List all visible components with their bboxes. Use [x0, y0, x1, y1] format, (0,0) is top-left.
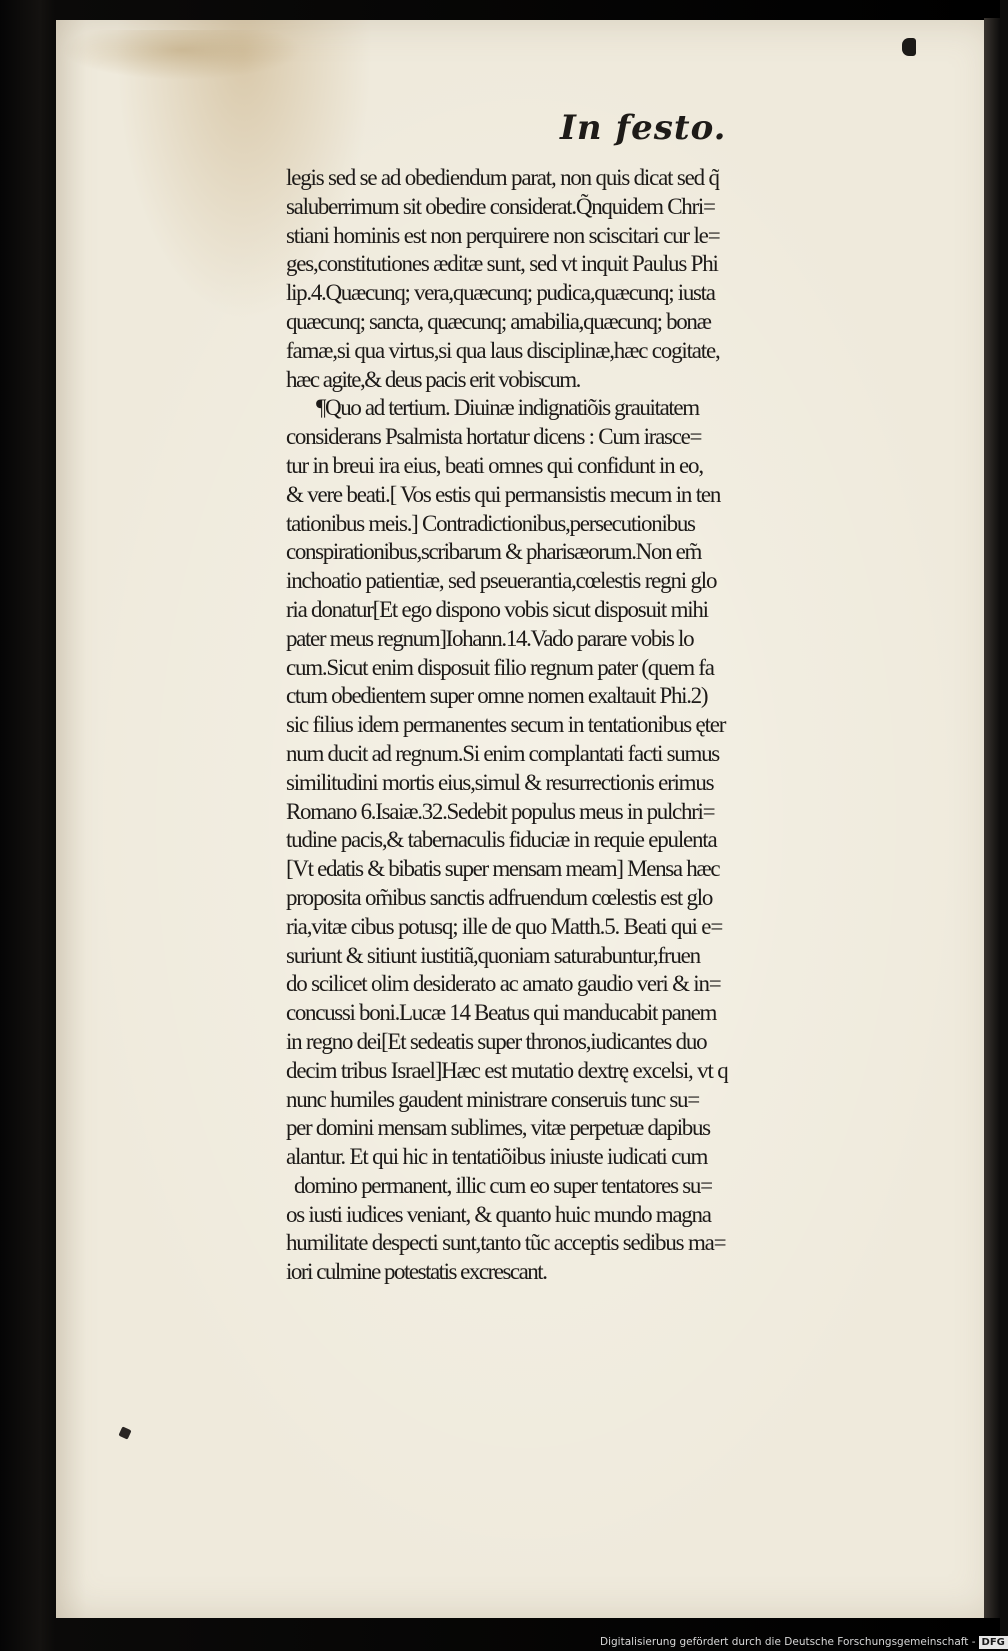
text-line: num ducit ad regnum.Si enim complantati facti sumus [286, 740, 719, 766]
text-line: hæc agite,& deus pacis erit vobiscum. [286, 366, 580, 392]
text-line: saluberrimum sit obedire considerat.Q̃nquidem Chri= [286, 193, 715, 219]
credit-text: Digitalisierung gefördert durch die Deutsche Forschungsgemeinschaft - [600, 1636, 976, 1648]
text-line: inchoatio patientiæ, sed pseuerantia,cœlestis regni glo [286, 568, 717, 594]
text-line: domino permanent, illic cum eo super tentatores su= [294, 1172, 712, 1198]
paper-stain [62, 30, 302, 80]
text-line: humilitate despecti sunt,tanto tũc acceptis sedibus ma= [286, 1230, 726, 1256]
text-line: do scilicet olim desiderato ac amato gaudio veri & in= [286, 971, 721, 997]
text-line: pater meus regnum]Iohann.14.Vado parare vobis lo [286, 625, 694, 651]
text-line: iori culmine potestatis excrescant. [286, 1259, 547, 1285]
text-line: os iusti iudices veniant, & quanto huic mundo magna [286, 1201, 711, 1227]
text-line: stiani hominis est non perquirere non sciscitari cur le= [286, 222, 720, 248]
text-line: nunc humiles gaudent ministrare conseruis tunc su= [286, 1086, 699, 1112]
text-line: tur in breui ira eius, beati omnes qui confidunt in eo, [286, 452, 703, 478]
text-line: alantur. Et qui hic in tentatiõibus iniuste iudicati cum [286, 1144, 708, 1170]
digitization-credit [600, 1634, 1005, 1651]
text-line: considerans Psalmista hortatur dicens : Cum irasce= [286, 424, 702, 450]
text-line: proposita om̃ibus sanctis adfruendum cœlestis est glo [286, 884, 713, 910]
text-line: quæcunq; sancta, quæcunq; amabilia,quæcunq; bonæ [286, 308, 711, 334]
text-line: & vere beati.[ Vos estis qui permansistis mecum in ten [286, 481, 721, 507]
text-line: ges,constitutiones æditæ sunt, sed vt inquit Paulus Phi [286, 251, 718, 277]
text-line: famæ,si qua virtus,si qua laus disciplinæ,hæc cogitate, [286, 337, 720, 363]
text-line: [Vt edatis & bibatis super mensam meam] Mensa hæc [286, 856, 720, 882]
ink-blot-mark [902, 38, 916, 56]
text-line: Romano 6.Isaiæ.32.Sedebit populus meus in pulchri= [286, 798, 715, 824]
dfg-logo-badge: DFG [979, 1636, 1008, 1649]
running-head: In festo. [560, 108, 727, 148]
text-line: lip.4.Quæcunq; vera,quæcunq; pudica,quæcunq; iusta [286, 280, 715, 306]
page-edge [984, 18, 1000, 1618]
text-line: sic filius idem permanentes secum in tentationibus ęter [286, 712, 726, 738]
text-line: concussi boni.Lucæ 14 Beatus qui manducabit panem [286, 1000, 717, 1026]
text-line: tationibus meis.] Contradictionibus,persecutionibus [286, 510, 695, 536]
text-line: suriunt & sitiunt iustitiã,quoniam saturabuntur,fruen [286, 942, 700, 968]
text-line: per domini mensam sublimes, vitæ perpetuæ dapibus [286, 1115, 710, 1141]
text-line: tudine pacis,& tabernaculis fiduciæ in requie epulenta [286, 827, 717, 853]
text-line: legis sed se ad obediendum parat, non quis dicat sed q̃ [286, 165, 719, 190]
text-line: ria,vitæ cibus potusq; ille de quo Matth.5. Beati qui e= [286, 913, 723, 939]
text-line: conspirationibus,scribarum & pharisæorum.Non em̃ [286, 539, 702, 565]
text-line: decim tribus Israel]Hæc est mutatio dextrę excelsi, vt q [286, 1057, 728, 1083]
text-line: ¶Quo ad tertium. Diuinæ indignatiõis grauitatem [316, 395, 699, 421]
text-line: ria donatur[Et ego dispono vobis sicut disposuit mihi [286, 596, 708, 622]
text-line: ctum obedientem super omne nomen exaltauit Phi.2) [286, 683, 708, 709]
text-line: cum.Sicut enim disposuit filio regnum pater (quem fa [286, 654, 714, 680]
body-text [286, 164, 946, 1287]
text-line: in regno dei[Et sedeatis super thronos,iudicantes duo [286, 1028, 707, 1054]
text-line: similitudini mortis eius,simul & resurrectionis erimus [286, 769, 714, 795]
